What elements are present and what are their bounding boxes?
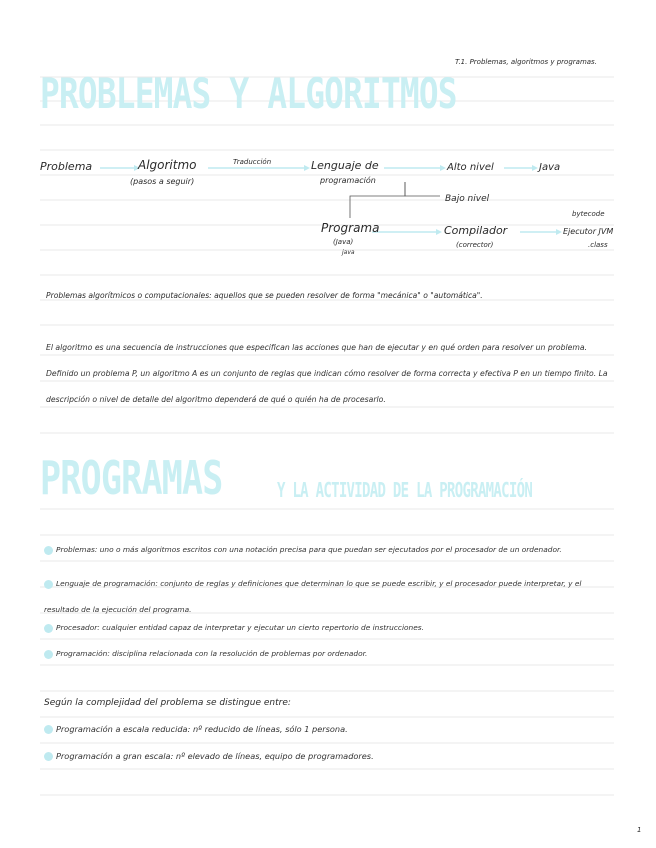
definition-algoritmo: El algoritmo es una secuencia de instrucciones que especifican las acciones que han de ejecutar y en qué orden para resolver un problema. Definido un problema P, un algoritmo A es un conjunto de reglas que indican cómo resolver de forma correcta y efectiva P en un tiempo finito. La descripción o nivel de detalle del algoritmo dependerá de qué o quién ha de procesarlo. — [46, 343, 608, 404]
diagram-clase: .class — [588, 241, 608, 249]
diagram-traduccion: Traducción — [233, 158, 272, 166]
diagram-problema: Problema — [40, 160, 93, 173]
bullet-lenguaje: Lenguaje de programación: conjunto de reglas y definiciones que determinan lo que se puede escribir, y el procesador puede interpretar, y el resultado de la ejecución del programa. — [44, 579, 582, 614]
diagram-compilador-note: (corrector) — [456, 241, 494, 249]
bullet-dot-icon — [44, 580, 53, 589]
diagram-programa: Programa — [321, 221, 380, 235]
chapter-header: T.1. Problemas, algoritmos y programas. — [455, 58, 597, 66]
section-title-programas — [40, 452, 641, 504]
diagram-java: Java — [539, 162, 561, 173]
diagram-bajo-nivel: Bajo nivel — [445, 194, 490, 204]
section-title-programas-big: PROGRAMAS — [40, 451, 223, 505]
section-title-problemas: PROBLEMAS Y ALGORITMOS — [40, 69, 457, 118]
bullet-dot-icon — [44, 546, 53, 555]
complexity-intro: Según la complejidad del problema se distingue entre: — [44, 698, 291, 708]
bullet-procesador: Procesador: cualquier entidad capaz de interpretar y ejecutar un cierto repertorio de instrucciones. — [44, 623, 424, 633]
diagram-algoritmo-note: (pasos a seguir) — [130, 177, 195, 186]
bullet-programacion: Programación: disciplina relacionada con la resolución de problemas por ordenador. — [44, 649, 367, 659]
diagram-programa-note: (Java) — [333, 238, 354, 246]
complexity-item-gran-escala: Programación a gran escala: nº elevado de líneas, equipo de programadores. — [44, 751, 374, 761]
diagram-compilador: Compilador — [444, 224, 508, 237]
diagram-bytecode: bytecode — [572, 210, 605, 218]
diagram-ejecutor: Ejecutor JVM — [563, 227, 614, 236]
diagram-algoritmo: Algoritmo — [138, 158, 197, 172]
bullet-dot-icon — [44, 725, 53, 734]
bullet-dot-icon — [44, 752, 53, 761]
page-number: 1 — [637, 826, 642, 834]
diagram-programa-note-2: java — [342, 249, 355, 256]
diagram-alto-nivel: Alto nivel — [447, 162, 494, 173]
bullet-problemas: Problemas: uno o más algoritmos escritos con una notación precisa para que puedan ser ejecutados por el procesador de un ordenador. — [44, 545, 562, 555]
diagram-lenguaje: Lenguaje de — [311, 159, 379, 172]
bullet-dot-icon — [44, 624, 53, 633]
definition-problemas-algoritmicos: Problemas algorítmicos o computacionales: aquellos que se pueden resolver de forma "mecánica" o "automática". — [46, 291, 483, 300]
diagram-lenguaje-2: programación — [320, 176, 376, 185]
section-title-programas-small: Y LA ACTIVIDAD DE LA PROGRAMACIÓN — [277, 478, 533, 502]
complexity-item-reducida: Programación a escala reducida: nº reducido de líneas, sólo 1 persona. — [44, 724, 348, 734]
bullet-dot-icon — [44, 650, 53, 659]
